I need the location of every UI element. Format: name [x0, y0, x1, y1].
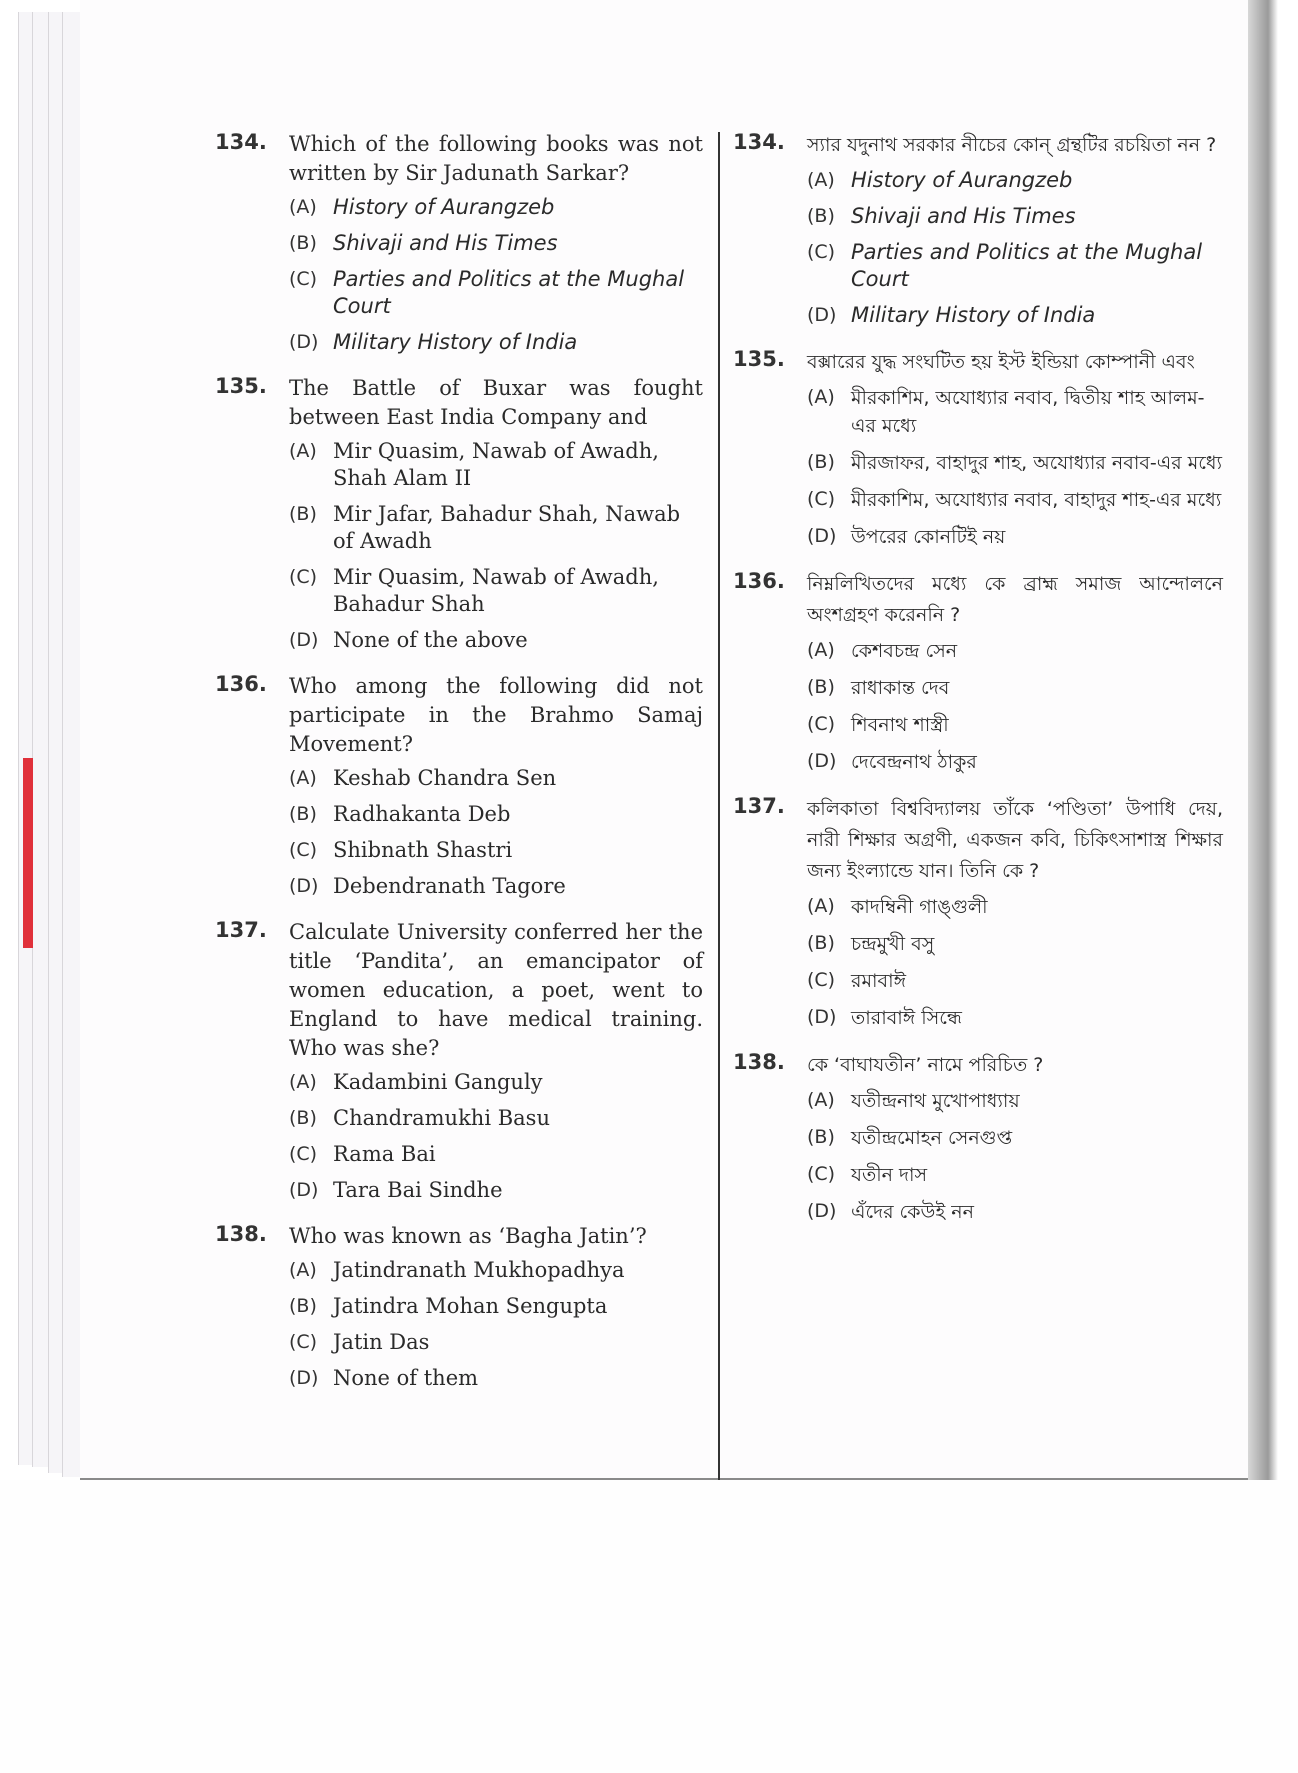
option-label: (B): [807, 1126, 835, 1148]
option-a[interactable]: [807, 637, 1223, 665]
option-d[interactable]: [807, 1004, 1223, 1032]
option-text: None of the above: [333, 628, 528, 652]
option-label: (C): [807, 1163, 836, 1185]
option-text: Chandramukhi Basu: [333, 1106, 550, 1130]
option-label: (C): [807, 713, 836, 735]
option-text: Military History of India: [333, 330, 578, 354]
question-135-bn: [733, 347, 1223, 551]
option-text: উপরের কোনটিই নয়: [851, 526, 1006, 548]
question-number: 134.: [215, 130, 267, 154]
option-a[interactable]: [807, 893, 1223, 921]
option-label: (D): [807, 1200, 837, 1222]
option-text: কাদম্বিনী গাঙ্গুলী: [851, 896, 988, 918]
option-a[interactable]: [289, 194, 703, 221]
option-c[interactable]: [289, 1141, 703, 1168]
option-c[interactable]: [289, 564, 703, 618]
option-text: রাধাকান্ত দেব: [851, 677, 950, 699]
question-137: [215, 918, 703, 1204]
page-edge-shadow: [1248, 0, 1298, 1480]
question-137-bn: [733, 794, 1223, 1032]
question-number: 136.: [215, 672, 267, 696]
question-134: [215, 130, 703, 356]
question-number: 137.: [733, 794, 785, 818]
option-label: (B): [807, 451, 835, 473]
option-label: (C): [289, 1331, 318, 1353]
bengali-column: [733, 130, 1223, 1244]
option-b[interactable]: [807, 1124, 1223, 1152]
option-a[interactable]: [807, 167, 1223, 194]
question-stem: Who among the following did not participate in the Brahmo Samaj Movement?: [289, 674, 703, 756]
option-label: (B): [807, 205, 835, 227]
question-stem: Calculate University conferred her the title ‘Pandita’, an emancipator of women education, a poet, went to England to have medical training. Who was she?: [289, 920, 703, 1060]
option-text: Shivaji and His Times: [333, 231, 558, 255]
option-text: মীরজাফর, বাহাদুর শাহ, অযোধ্যার নবাব-এর মধ্যে: [851, 452, 1223, 474]
option-label: (B): [289, 503, 317, 525]
option-text: রমাবাঈ: [851, 970, 906, 992]
option-label: (A): [289, 767, 317, 789]
option-text: None of them: [333, 1366, 479, 1390]
option-label: (D): [807, 750, 837, 772]
option-label: (B): [289, 1295, 317, 1317]
question-stem: কলিকাতা বিশ্ববিদ্যালয় তাঁকে ‘পণ্ডিতা’ উপাধি দেয়, নারী শিক্ষার অগ্রণী, একজন কবি, চিকিৎসাশাস্ত্র শিক্ষার জন্য ইংল্যান্ডে যান। তিনি কে ?: [807, 798, 1223, 882]
option-b[interactable]: [807, 449, 1223, 477]
option-text: Keshab Chandra Sen: [333, 766, 557, 790]
option-label: (B): [807, 932, 835, 954]
page-stack-edge: [48, 12, 63, 1473]
option-b[interactable]: [289, 501, 703, 555]
option-a[interactable]: [289, 1069, 703, 1096]
question-stem: Which of the following books was not written by Sir Jadunath Sarkar?: [289, 132, 703, 185]
option-label: (D): [289, 1367, 319, 1389]
option-label: (A): [807, 639, 835, 661]
option-label: (C): [289, 268, 318, 290]
option-label: (A): [289, 196, 317, 218]
option-d[interactable]: [807, 523, 1223, 551]
question-number: 137.: [215, 918, 267, 942]
page-stack-edge: [32, 12, 49, 1467]
option-d[interactable]: [807, 1198, 1223, 1226]
option-label: (A): [289, 1259, 317, 1281]
option-label: (A): [289, 440, 317, 462]
option-d[interactable]: [289, 1365, 703, 1392]
english-column: [215, 130, 703, 1410]
option-text: Shibnath Shastri: [333, 838, 513, 862]
question-136: [215, 672, 703, 900]
option-text: চন্দ্রমুখী বসু: [851, 933, 935, 955]
option-label: (C): [807, 969, 836, 991]
option-label: (B): [289, 1107, 317, 1129]
option-text: Jatindra Mohan Sengupta: [333, 1294, 608, 1318]
option-b[interactable]: [289, 1105, 703, 1132]
question-stem: নিম্নলিখিতদের মধ্যে কে ব্রাহ্ম সমাজ আন্দোলনে অংশগ্রহণ করেননি ?: [807, 573, 1223, 626]
option-text: Parties and Politics at the Mughal Court: [333, 267, 685, 318]
option-a[interactable]: [807, 1087, 1223, 1115]
option-label: (D): [807, 1006, 837, 1028]
option-text: কেশবচন্দ্র সেন: [851, 640, 958, 662]
option-text: Tara Bai Sindhe: [333, 1178, 503, 1202]
question-135: [215, 374, 703, 654]
option-text: Shivaji and His Times: [851, 204, 1076, 228]
option-text: শিবনাথ শাস্ত্রী: [851, 714, 949, 736]
page-stack-edge: [18, 12, 33, 1465]
option-label: (D): [807, 525, 837, 547]
option-d[interactable]: [807, 748, 1223, 776]
option-text: যতীন্দ্রনাথ মুখোপাধ্যায়: [851, 1090, 1020, 1112]
option-a[interactable]: [807, 384, 1223, 440]
option-d[interactable]: [289, 627, 703, 654]
question-stem: কে ‘বাঘাযতীন’ নামে পরিচিত ?: [807, 1054, 1044, 1076]
option-text: Rama Bai: [333, 1142, 436, 1166]
option-text: Mir Quasim, Nawab of Awadh, Bahadur Shah: [333, 565, 659, 616]
option-text: History of Aurangzeb: [333, 195, 555, 219]
option-c[interactable]: [807, 239, 1223, 293]
option-text: Mir Jafar, Bahadur Shah, Nawab of Awadh: [333, 502, 681, 553]
question-number: 136.: [733, 569, 785, 593]
option-c[interactable]: [289, 266, 703, 320]
question-number: 135.: [215, 374, 267, 398]
option-text: দেবেন্দ্রনাথ ঠাকুর: [851, 751, 977, 773]
option-text: যতীন্দ্রমোহন সেনগুপ্ত: [851, 1127, 1013, 1149]
option-text: Jatindranath Mukhopadhya: [333, 1258, 625, 1282]
option-label: (C): [289, 566, 318, 588]
question-136-bn: [733, 569, 1223, 776]
question-stem: Who was known as ‘Bagha Jatin’?: [289, 1224, 647, 1248]
option-label: (D): [289, 875, 319, 897]
question-138: [215, 1222, 703, 1392]
question-138-bn: [733, 1050, 1223, 1226]
option-d[interactable]: [289, 329, 703, 356]
option-label: (A): [807, 895, 835, 917]
option-label: (D): [289, 629, 319, 651]
question-stem: The Battle of Buxar was fought between East India Company and: [289, 376, 703, 429]
question-number: 135.: [733, 347, 785, 371]
option-label: (A): [807, 386, 835, 408]
option-text: মীরকাশিম, অযোধ্যার নবাব, দ্বিতীয় শাহ আলম-এর মধ্যে: [851, 387, 1205, 437]
option-b[interactable]: [289, 230, 703, 257]
option-b[interactable]: [289, 1293, 703, 1320]
page-stack-edge: [62, 12, 82, 1477]
option-c[interactable]: [807, 486, 1223, 514]
option-text: History of Aurangzeb: [851, 168, 1073, 192]
option-d[interactable]: [289, 873, 703, 900]
option-label: (C): [289, 839, 318, 861]
question-number: 134.: [733, 130, 785, 154]
option-text: Parties and Politics at the Mughal Court: [851, 240, 1203, 291]
option-c[interactable]: [289, 837, 703, 864]
option-d[interactable]: [807, 302, 1223, 329]
option-text: Mir Quasim, Nawab of Awadh, Shah Alam II: [333, 439, 659, 490]
option-b[interactable]: [807, 930, 1223, 958]
option-text: যতীন দাস: [851, 1164, 928, 1186]
option-label: (B): [807, 676, 835, 698]
option-label: (D): [289, 1179, 319, 1201]
option-c[interactable]: [807, 967, 1223, 995]
option-label: (C): [807, 488, 836, 510]
option-text: মীরকাশিম, অযোধ্যার নবাব, বাহাদুর শাহ-এর মধ্যে: [851, 489, 1222, 511]
option-b[interactable]: [807, 203, 1223, 230]
option-text: Jatin Das: [333, 1330, 430, 1354]
option-c[interactable]: [807, 711, 1223, 739]
option-a[interactable]: [289, 1257, 703, 1284]
option-label: (C): [289, 1143, 318, 1165]
question-134-bn: [733, 130, 1223, 329]
option-label: (D): [807, 304, 837, 326]
option-d[interactable]: [289, 1177, 703, 1204]
option-text: Radhakanta Deb: [333, 802, 511, 826]
option-text: Kadambini Ganguly: [333, 1070, 543, 1094]
option-label: (A): [807, 169, 835, 191]
option-label: (D): [289, 331, 319, 353]
option-label: (B): [289, 803, 317, 825]
option-b[interactable]: [289, 801, 703, 828]
question-number: 138.: [733, 1050, 785, 1074]
scan-background: [0, 1480, 1298, 1773]
option-text: Military History of India: [851, 303, 1096, 327]
column-divider: [718, 132, 720, 1512]
option-text: এঁদের কেউই নন: [851, 1201, 974, 1223]
option-label: (C): [807, 241, 836, 263]
option-label: (B): [289, 232, 317, 254]
option-text: তারাবাঈ সিন্ধে: [851, 1007, 962, 1029]
option-b[interactable]: [807, 674, 1223, 702]
question-stem: স্যার যদুনাথ সরকার নীচের কোন্ গ্রন্থটির রচয়িতা নন ?: [807, 134, 1217, 156]
option-a[interactable]: [289, 438, 703, 492]
option-c[interactable]: [807, 1161, 1223, 1189]
option-text: Debendranath Tagore: [333, 874, 566, 898]
option-label: (A): [807, 1089, 835, 1111]
question-stem: বক্সারের যুদ্ধ সংঘটিত হয় ইস্ট ইন্ডিয়া কোম্পানী এবং: [807, 351, 1195, 373]
option-a[interactable]: [289, 765, 703, 792]
option-label: (A): [289, 1071, 317, 1093]
red-page-tab: [23, 758, 33, 948]
question-number: 138.: [215, 1222, 267, 1246]
option-c[interactable]: [289, 1329, 703, 1356]
